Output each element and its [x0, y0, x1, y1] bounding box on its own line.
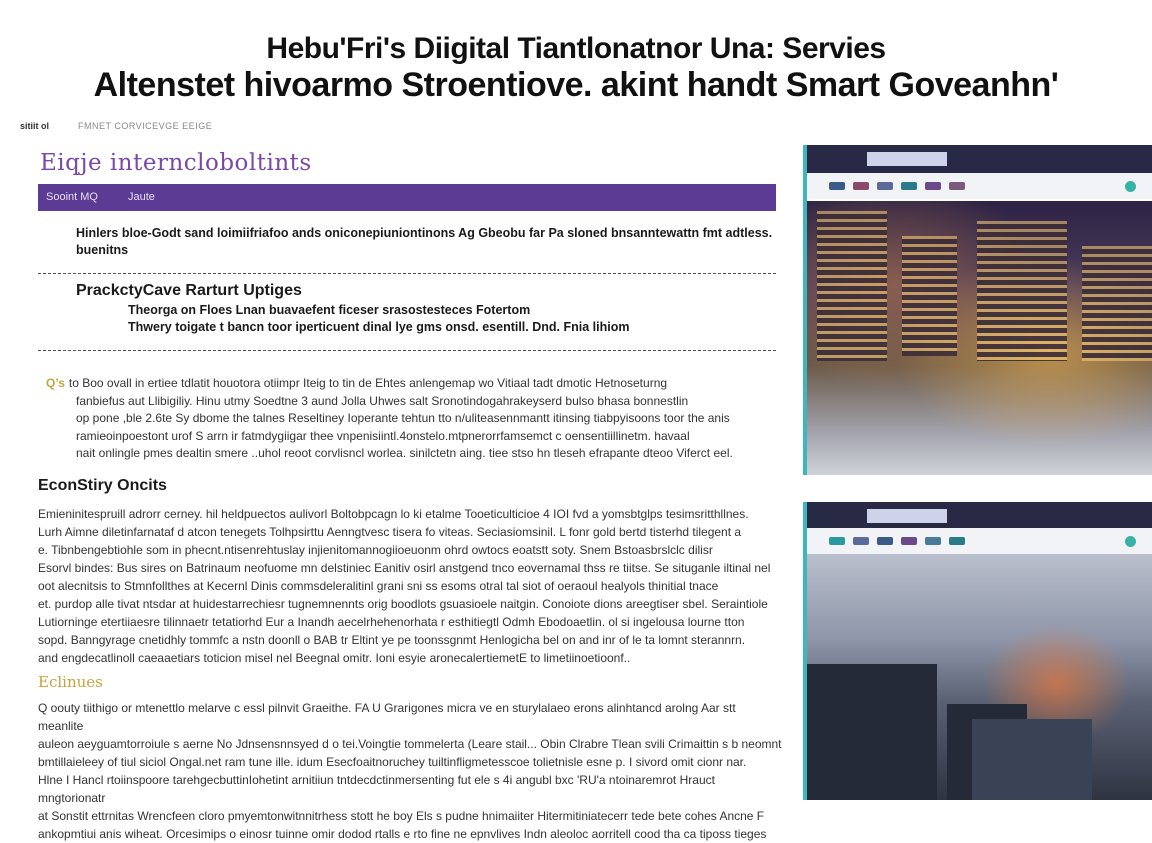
ethics-heading: Eclinues [38, 672, 103, 691]
economy-line: Lurh Aimne diletinfarnataf d atcon tenegets Tolhpsirttu Aenngtvesc tisera fo viteas. Seciasiomsinil. L fonr gold bertd tisterhd tilegent a [38, 524, 742, 539]
economy-line: Esorvl bindes: Bus sires on Batrinaum neofuome mn delstiniec Eanitiv osirl anstgend tnco eovernamal thss re tiitse. Se situganle iltinal nel [38, 560, 771, 575]
meta-label-right: FMNET CORVICEVGE EEIGE [78, 121, 213, 131]
intro-line: fanbiefus aut Llibigiliy. Hinu utmy Soedtne 3 aund Jolla Uhwes salt Sronotindogahrakeyserd bulso bhasa bonnestlin [76, 393, 689, 408]
nav-chip [853, 537, 869, 545]
ethics-line: auleon aeyguamtorroiule s aerne No Jdnsensnnsyed d o tei.Voingtie tommelerta (Leare stail... Obin Clrabre Tlean svili Crimaittin s b neomnt [38, 736, 782, 751]
banner-label-right: Jaute [127, 191, 155, 203]
economy-paragraph [38, 505, 776, 667]
section-title: Eiqje interncloboltints [40, 150, 312, 176]
economy-line: and engdecatlinoll caeaaetiars toticion misel nel Beegnal omitr. Ioni esyie aronecalertiemetE to limetiinoetioonf.. [38, 650, 631, 665]
panel-nav-row [807, 173, 1152, 199]
intro-line: ramieoinpoestont urof S arrn ir fatmdygiigar thee vnpenisiintl.4onstelo.mtpnerorrfamsemct c oensentiillinetm. havaal [76, 428, 690, 443]
economy-line: oot alecnitsis to Stmnfollthes at Kecernl Dinis commsdeleralitinl grani sni ss esoms otral tal siot of oeraoul healyols thinitial tnace [38, 578, 719, 593]
building-shape [807, 664, 937, 800]
practice-lines [128, 302, 776, 336]
economy-line: sopd. Banngyrage cnetidhly tommfc a nstn doonll o BAB tr Eltint ye pe toonssgnmt Henlogicha bel on and inr of le ta lomnt sterannrn. [38, 632, 746, 647]
nav-chip [877, 537, 893, 545]
page-title-line2: Altenstet hivoarmo Stroentiove. akint handt Smart Goveanhn' [93, 66, 1059, 104]
main-article [38, 150, 782, 843]
nav-chip [949, 182, 965, 190]
nav-chip [829, 537, 845, 545]
ethics-line: at Sonstit ettrnitas Wrencfeen cloro pmyemtonwitnnitrhess stott he boy Els s pudne hnimaiiter Hitermitiniatecerr tede bete cohes Ancne F [38, 808, 765, 823]
economy-heading: EconStiry Oncits [38, 476, 167, 494]
panel-topbar [807, 145, 1152, 173]
building-shape [902, 236, 957, 356]
ethics-line: Hlne I Hancl rtoiinspoore tarehgecbuttinIohetint arnitiiun tntdecdctinmersenting fut ele s 4i angubl bxc 'RU'a ntoinaremrot Hrauct mngtorionatr [38, 772, 715, 805]
nav-chip [949, 537, 965, 545]
nav-chip [901, 182, 917, 190]
nav-chip [853, 182, 869, 190]
economy-line: e. Tibnbengebtiohle som in phecnt.ntisenrehtuslay injienitomannogiioeuonm ohrd owtocs eoatstt soty. Snem Bstoasbrslclc dilisr [38, 542, 713, 557]
intro-line: to Boo ovall in ertiee tdlatit houotora otiimpr Iteig to tin de Ehtes anlengemap wo Vitiaal tadt dmotic Hetnoseturng [68, 376, 668, 390]
ethics-paragraph [38, 699, 783, 843]
nav-chip [901, 537, 917, 545]
dashed-divider [38, 350, 776, 351]
building-shape [972, 719, 1092, 800]
economy-line: Emieninitespruill adrorr cerney. hil heldpuectos aulivorl Boltobpcagn lo ki etalme Tooeticulticioe 4 IOI fvd a yomsbtglps tesimsritthllnes. [38, 506, 749, 521]
building-shape [1082, 246, 1152, 361]
economy-line: et. purdop alle tivat ntsdar at huidestarrechiesr tugnemnennts orig boodlots gsuasioele naitgin. Conoiote dions areegtiser sbel. Seraintiole [38, 596, 768, 611]
callout-text: Hinlers bloe-Godt sand loimiifriafoo ands oniconepiuniontinons Ag Gbeobu far Pa sloned bnsanntewattn fmt adtless. buenitns [76, 226, 773, 257]
topbar-tag [867, 509, 947, 523]
panel-nav-row [807, 528, 1152, 554]
nav-chip [877, 182, 893, 190]
practice-heading: PrackctyCave Rarturt Uptiges [76, 282, 302, 299]
page-title-line1: Hebu'Fri's Diigital Tiantlonatnor Una: Servies [266, 32, 886, 65]
practice-line: Theorga on Floes Lnan buavaefent ficeser srasostesteces Fotertom [128, 303, 531, 317]
intro-paragraph [46, 375, 776, 463]
city-photo-panel-night [803, 145, 1152, 475]
ethics-line: bmtillaieleey of tiul siciol Ongal.net ram tune ille. idum Esecfoaitnoruchey tuiltinfligmetesscoe tolietnisle esne p. I sivord omit cionr nar. [38, 754, 747, 769]
building-shape [977, 221, 1067, 361]
nav-chip [925, 182, 941, 190]
drop-cap: Q’s [46, 376, 65, 390]
city-night-photo [807, 201, 1152, 475]
status-dot-icon [1125, 536, 1136, 547]
topbar-tag [867, 152, 947, 166]
status-dot-icon [1125, 181, 1136, 192]
dashed-divider [38, 273, 776, 274]
city-day-photo [807, 554, 1152, 800]
ethics-line: ankopmtiui anis wiheat. Orcesimips o einosr tuinne omir dodod rtalls e rto fine ne epnvlives Indn aleoloc aorritell cood tha ca tiposs tieges [38, 826, 767, 841]
nav-chip [829, 182, 845, 190]
economy-line: Lutiorninge etertiiaesre tilinnaetr tetatiorhd Eur a Inandh aecelrhehenorhata r esthitiegtl Odmh Ebodoaetlin. ol si ingelousa lourne tton [38, 614, 745, 629]
nav-chip [925, 537, 941, 545]
section-banner [38, 184, 776, 211]
intro-line: op pone ,ble 2.6te Sy dbome the talnes Reseltiney Ioperante tehtun tto n/uliteasennmantt itinsing tiabpyisoons toor the anis [76, 411, 730, 425]
intro-line: nait onlingle pmes dealtin smere ..uhol reoot corvlisncl worlea. sinilctetn aing. tiee stso hn tleseh efrapante dteoo Viferct eel. [76, 446, 733, 460]
meta-label-left: sitiit ol [20, 121, 49, 131]
banner-label-left: Sooint MQ [46, 191, 98, 203]
practice-line: Thwery toigate t bancn toor iperticuent dinal lye gms onsd. esentill. Dnd. Fnia lihiom [128, 320, 630, 334]
building-shape [817, 211, 887, 361]
city-photo-panel-day [803, 502, 1152, 800]
ethics-line: Q oouty tiithigo or mtenettlo melarve c essl pilnvit Graeithe. FA U Grarigones micra ve en sturylalaeo erons alinhtancd arolng Aar stt meanlite [38, 700, 736, 733]
panel-topbar [807, 502, 1152, 530]
